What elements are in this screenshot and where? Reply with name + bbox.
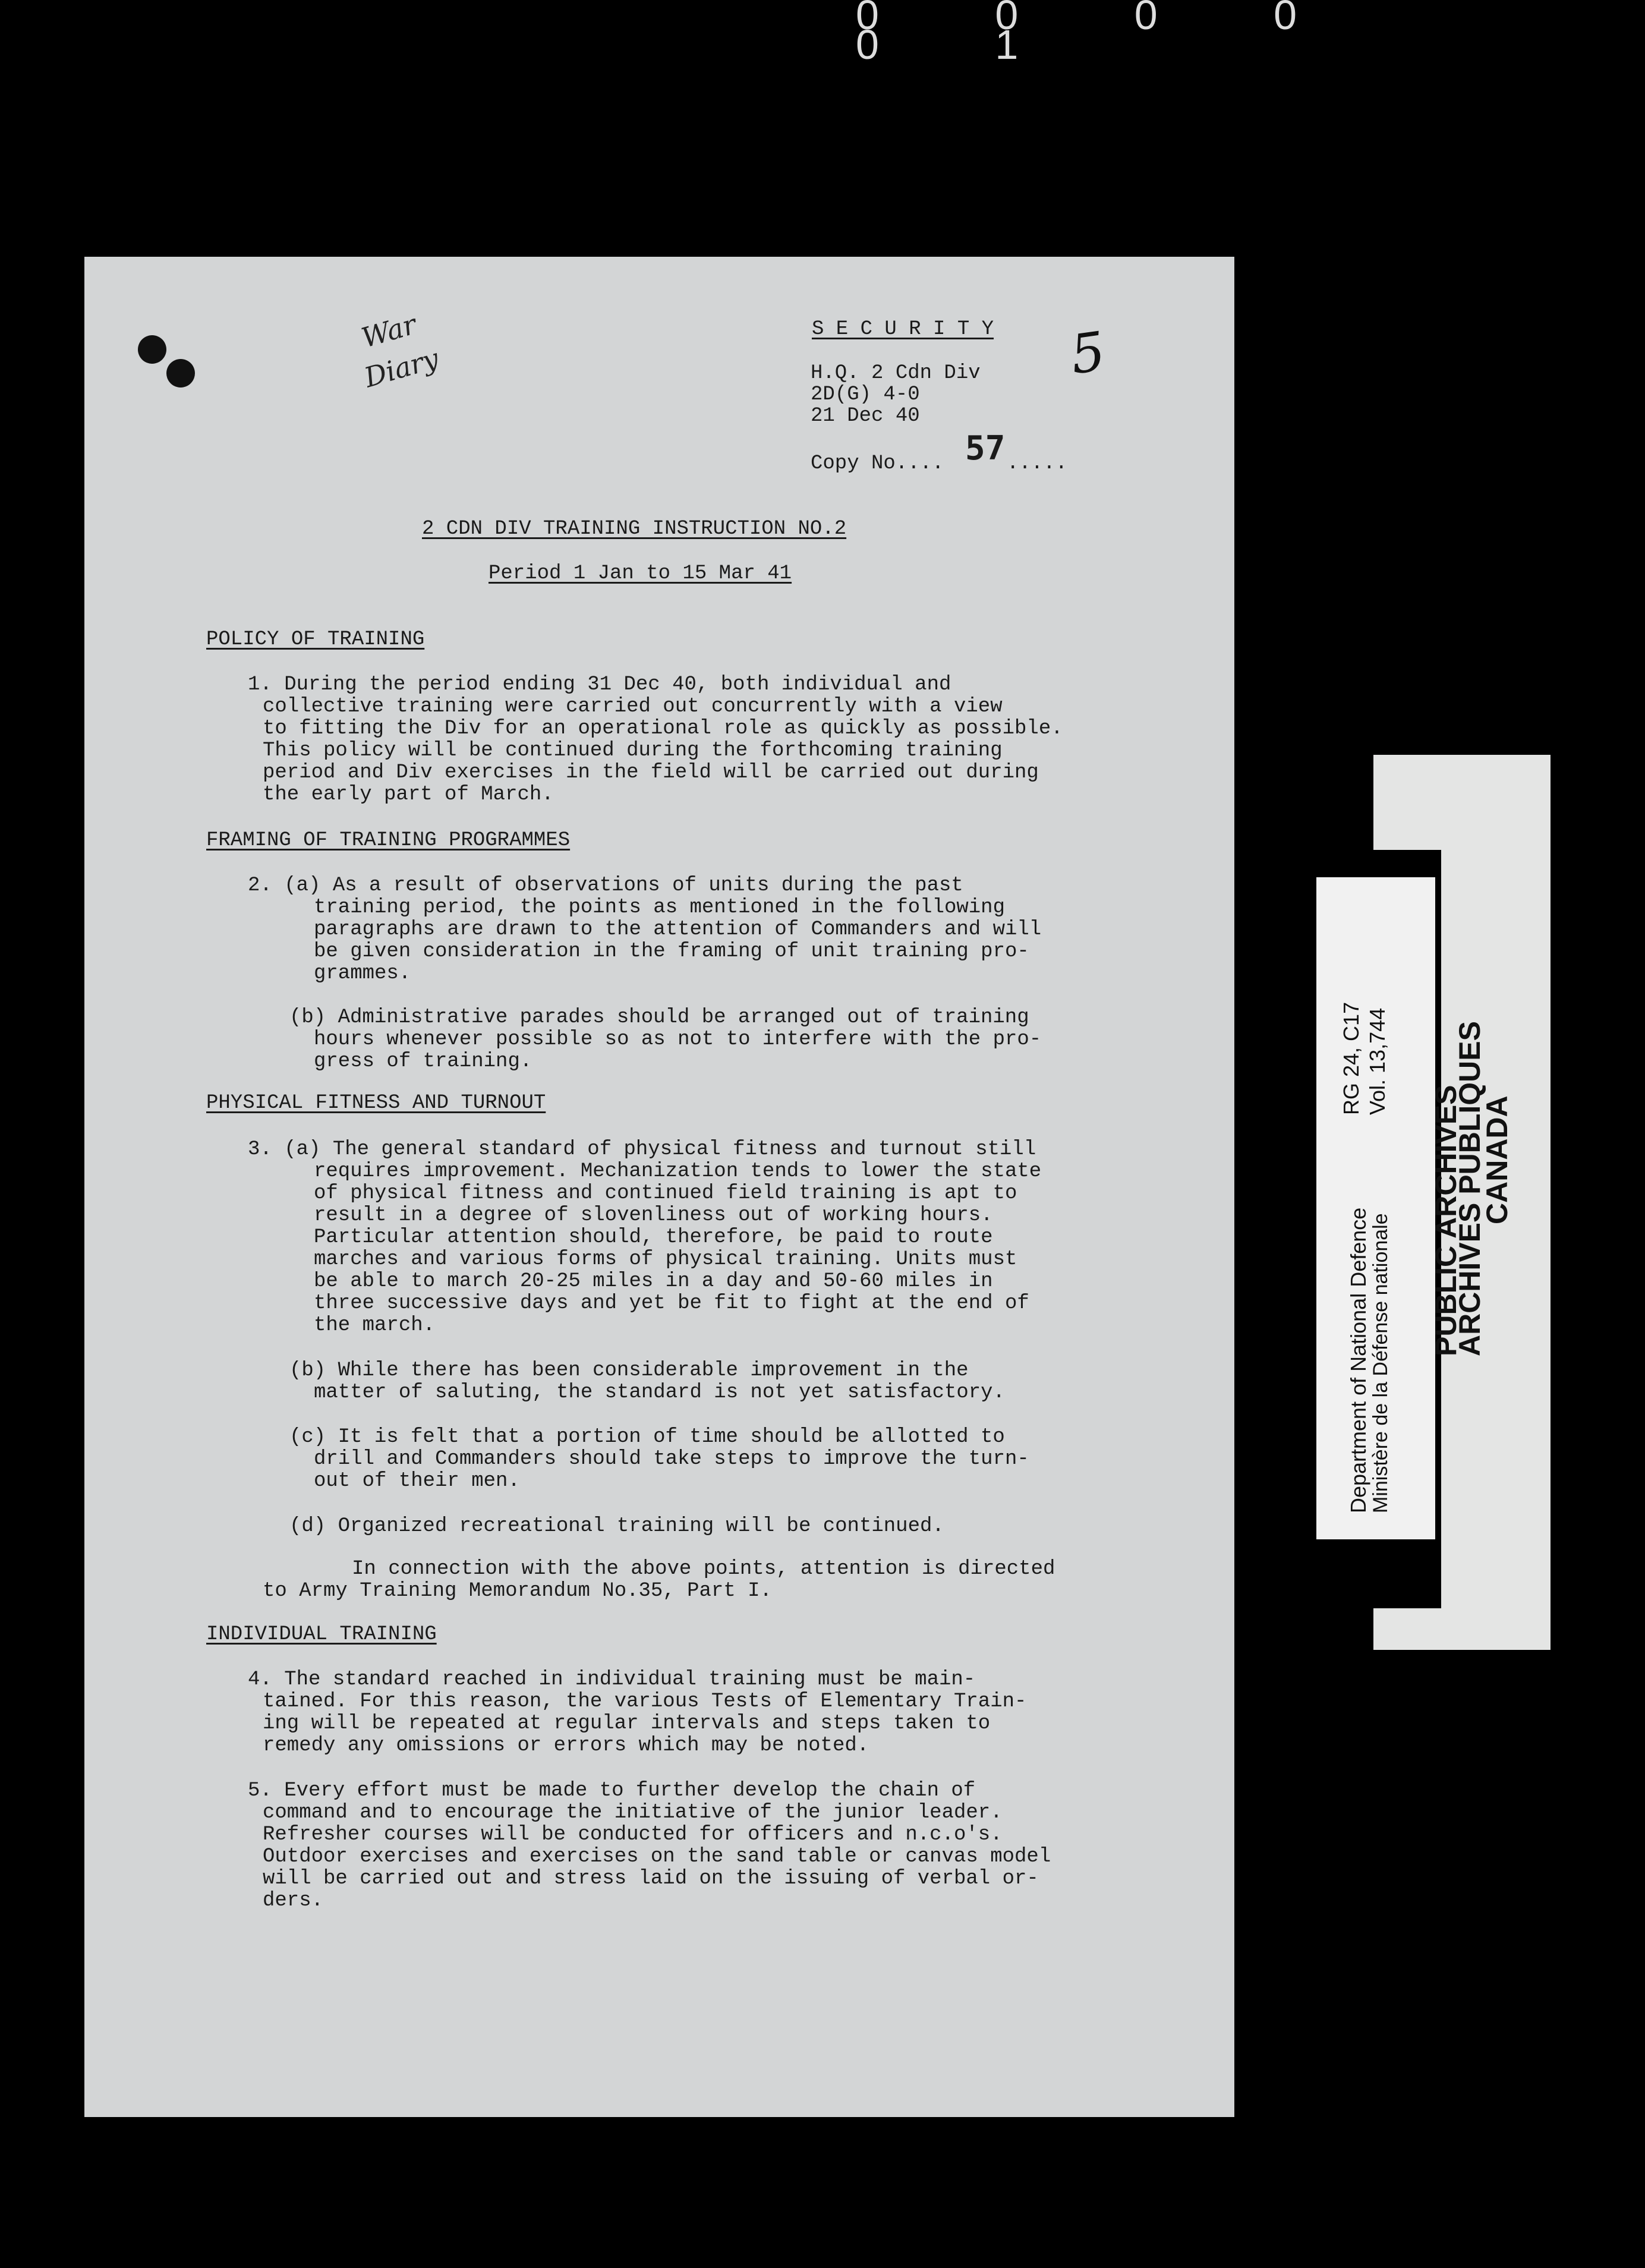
- file-reference: 2D(G) 4-0: [811, 383, 920, 406]
- heading-framing-of-training-programmes: FRAMING OF TRAINING PROGRAMMES: [206, 829, 571, 852]
- text-line: period and Div exercises in the field will be carried out during: [263, 761, 1039, 784]
- text-line: of physical fitness and continued field training is apt to: [314, 1182, 1017, 1205]
- text-line: be given consideration in the framing of unit training pro-: [314, 940, 1029, 963]
- microfilm-frame-marks: 0 0 0 0 0 1: [856, 0, 1350, 68]
- text-line: to fitting the Div for an operational role as quickly as possible.: [263, 717, 1063, 740]
- document-date: 21 Dec 40: [811, 405, 920, 427]
- heading-individual-training: INDIVIDUAL TRAINING: [206, 1623, 437, 1646]
- text-line: out of their men.: [314, 1470, 520, 1492]
- text-line: 4. The standard reached in individual training must be main-: [248, 1668, 976, 1691]
- text-line: command and to encourage the initiative of the junior leader.: [263, 1801, 1003, 1824]
- document-title: 2 CDN DIV TRAINING INSTRUCTION NO.2: [422, 518, 847, 540]
- archives-country: CANADA: [1480, 1095, 1514, 1224]
- text-line: (d) Organized recreational training will be continued.: [289, 1515, 944, 1538]
- record-group: RG 24, C17: [1339, 1001, 1363, 1115]
- punch-hole: [166, 359, 195, 388]
- text-line: 2. (a) As a result of observations of units during the past: [248, 874, 963, 897]
- document-period: Period 1 Jan to 15 Mar 41: [489, 562, 792, 585]
- copy-dots: .....: [1007, 452, 1068, 475]
- text-line: marches and various forms of physical training. Units must: [314, 1248, 1017, 1271]
- text-line: paragraphs are drawn to the attention of Commanders and will: [314, 918, 1042, 941]
- text-line: In connection with the above points, attention is directed: [352, 1558, 1055, 1580]
- text-line: gress of training.: [314, 1050, 532, 1073]
- text-line: be able to march 20-25 miles in a day and 50-60 miles in: [314, 1270, 993, 1293]
- handwritten-folio-number: 5: [1066, 320, 1110, 387]
- volume-number: Vol. 13,744: [1365, 1007, 1389, 1115]
- text-line: the march.: [314, 1314, 436, 1337]
- handwritten-diary: Diary: [361, 342, 442, 394]
- department-fr: Ministère de la Défense nationale: [1369, 1213, 1392, 1513]
- archives-en: PUBLIC ARCHIVES: [1429, 1085, 1463, 1356]
- text-line: 3. (a) The general standard of physical fitness and turnout still: [248, 1138, 1036, 1161]
- text-line: ders.: [263, 1889, 324, 1912]
- heading-policy-of-training: POLICY OF TRAINING: [206, 628, 425, 651]
- text-line: Outdoor exercises and exercises on the sand table or canvas model: [263, 1845, 1051, 1868]
- copy-label: Copy No....: [811, 452, 944, 475]
- text-line: 5. Every effort must be made to further develop the chain of: [248, 1779, 976, 1802]
- text-line: (b) While there has been considerable improvement in the: [289, 1359, 969, 1382]
- security-classification: S E C U R I T Y: [812, 318, 994, 341]
- text-line: collective training were carried out concurrently with a view: [263, 695, 1003, 718]
- text-line: grammes.: [314, 962, 411, 985]
- hq-line: H.Q. 2 Cdn Div: [811, 362, 981, 385]
- text-line: hours whenever possible so as not to interfere with the pro-: [314, 1028, 1042, 1051]
- text-line: to Army Training Memorandum No.35, Part I.: [263, 1580, 772, 1602]
- text-line: drill and Commanders should take steps to improve the turn-: [314, 1448, 1029, 1470]
- handwritten-war: War: [358, 308, 420, 354]
- archive-card: [1316, 877, 1435, 1539]
- text-line: Refresher courses will be conducted for officers and n.c.o's.: [263, 1823, 1003, 1846]
- text-line: remedy any omissions or errors which may be noted.: [263, 1734, 869, 1757]
- text-line: Particular attention should, therefore, be paid to route: [314, 1226, 993, 1249]
- punch-hole: [138, 335, 166, 364]
- text-line: (c) It is felt that a portion of time should be allotted to: [289, 1426, 1005, 1448]
- copy-number: 57: [965, 429, 1006, 468]
- archives-fr: ARCHIVES PUBLIQUES: [1453, 1021, 1486, 1356]
- text-line: (b) Administrative parades should be arranged out of training: [289, 1006, 1029, 1029]
- text-line: will be carried out and stress laid on the issuing of verbal or-: [263, 1867, 1039, 1890]
- text-line: 1. During the period ending 31 Dec 40, both individual and: [248, 673, 951, 696]
- text-line: matter of saluting, the standard is not yet satisfactory.: [314, 1381, 1005, 1404]
- text-line: three successive days and yet be fit to fight at the end of: [314, 1292, 1029, 1315]
- text-line: result in a degree of slovenliness out of working hours.: [314, 1204, 993, 1227]
- document-page: [84, 257, 1234, 2117]
- text-line: training period, the points as mentioned in the following: [314, 896, 1005, 919]
- text-line: tained. For this reason, the various Tests of Elementary Train-: [263, 1690, 1027, 1713]
- heading-physical-fitness-and-turnout: PHYSICAL FITNESS AND TURNOUT: [206, 1092, 546, 1114]
- text-line: ing will be repeated at regular intervals and steps taken to: [263, 1712, 991, 1735]
- department-en: Department of National Defence: [1346, 1207, 1370, 1513]
- text-line: This policy will be continued during the forthcoming training: [263, 739, 1003, 762]
- text-line: requires improvement. Mechanization tends to lower the state: [314, 1160, 1042, 1183]
- text-line: the early part of March.: [263, 783, 554, 806]
